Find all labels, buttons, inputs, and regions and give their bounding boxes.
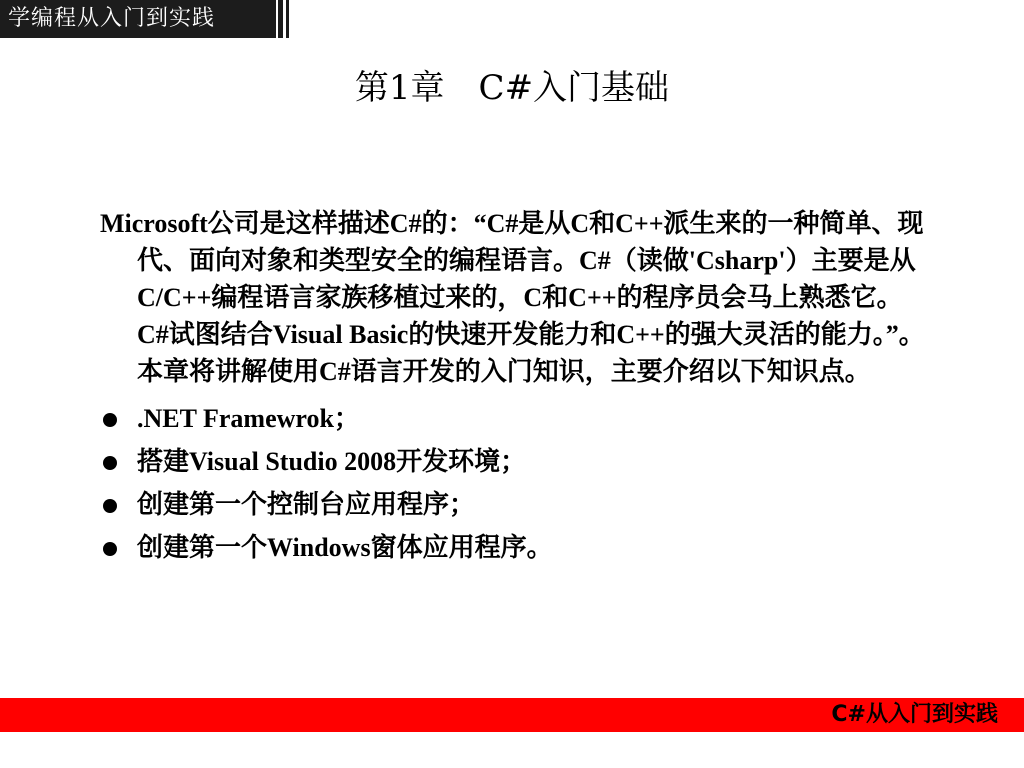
slide-content: [100, 205, 930, 572]
slide-title: 第1章 C#入门基础: [354, 68, 670, 108]
bullet-text: 搭建Visual Studio 2008开发环境；: [137, 447, 527, 476]
header-badge-text: 学编程从入门到实践: [8, 6, 216, 31]
bullet-list: [100, 400, 930, 566]
bullet-dot-icon: [103, 542, 117, 556]
bullet-item: [100, 443, 930, 480]
bullet-text: 创建第一个控制台应用程序；: [137, 490, 476, 519]
header-badge: [0, 0, 276, 38]
bullet-dot-icon: [103, 499, 117, 513]
header-bar-thin: [286, 0, 289, 38]
bullet-dot-icon: [103, 456, 117, 470]
header-bar-thick: [278, 0, 283, 38]
bullet-text: .NET Framewrok；: [137, 404, 360, 433]
bullet-dot-icon: [103, 413, 117, 427]
intro-paragraph: Microsoft公司是这样描述C#的：“C#是从C和C++派生来的一种简单、现代、面向对象和类型安全的编程语言。C#（读做'Csharp'）主要是从C/C++编程语言家族移植过来的，C和C++的程序员会马上熟悉它。C#试图结合Visual Basic的快速开发能力和C++的强大灵活的能力。”。本章将讲解使用C#语言开发的入门知识，主要介绍以下知识点。: [100, 209, 925, 386]
footer-text: C#从入门到实践: [831, 702, 998, 727]
bullet-item: [100, 400, 930, 437]
header-decoration-bars: [278, 0, 292, 38]
bullet-item: [100, 486, 930, 523]
footer-bar: [0, 698, 1024, 732]
bullet-text: 创建第一个Windows窗体应用程序。: [137, 533, 553, 562]
bullet-item: [100, 529, 930, 566]
